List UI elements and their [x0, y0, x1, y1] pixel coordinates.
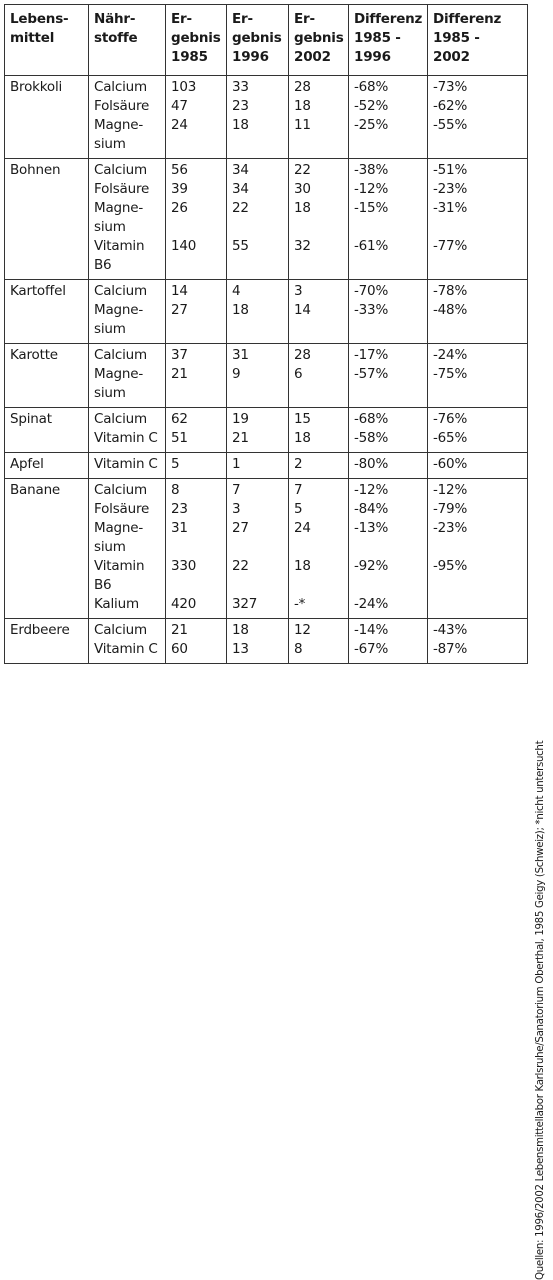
value-line: 22 — [232, 558, 249, 574]
value-line: 14 — [294, 302, 311, 318]
header-line: gebnis — [171, 30, 221, 46]
value-line: 103 — [171, 79, 197, 95]
value-1985-cell — [166, 619, 227, 664]
value-line: -70% — [354, 283, 389, 299]
value-line: -61% — [354, 238, 389, 254]
value-line: 3 — [232, 501, 241, 517]
value-line: 1 — [232, 456, 241, 472]
diff-1985-1996-cell — [349, 159, 428, 280]
value-line: 31 — [171, 520, 188, 536]
value-line: -12% — [433, 482, 468, 498]
value-line: 18 — [294, 200, 311, 216]
nutrient-line: Folsäure — [94, 98, 150, 114]
value-line: 21 — [171, 366, 188, 382]
header-result-1985 — [166, 5, 227, 76]
spacer — [232, 538, 284, 557]
value-line: 8 — [171, 482, 180, 498]
food-name: Apfel — [10, 456, 44, 472]
value-line: -14% — [354, 622, 389, 638]
diff-1985-1996-cell — [349, 479, 428, 619]
nutrient-line: Vitamin C — [94, 430, 158, 446]
nutrients-cell — [89, 76, 166, 159]
nutrient-line: Magne- — [94, 117, 144, 133]
nutrient-line: B6 — [94, 257, 112, 273]
value-line: -12% — [354, 181, 389, 197]
food-name: Spinat — [10, 411, 52, 427]
value-line: 18 — [294, 558, 311, 574]
diff-1985-1996-cell — [349, 344, 428, 408]
spacer — [171, 218, 222, 237]
nutrients-cell — [89, 159, 166, 280]
value-line: 27 — [171, 302, 188, 318]
spacer — [232, 576, 284, 595]
table-row — [5, 453, 528, 479]
header-line: 1985 - — [354, 30, 401, 46]
value-2002-cell — [289, 76, 349, 159]
value-2002-cell — [289, 280, 349, 344]
value-2002-cell — [289, 408, 349, 453]
value-line: -60% — [433, 456, 468, 472]
value-line: 11 — [294, 117, 311, 133]
diff-1985-1996-cell — [349, 408, 428, 453]
header-diff-1985-1996 — [349, 5, 428, 76]
value-line: -33% — [354, 302, 389, 318]
food-name: Karotte — [10, 347, 58, 363]
header-line: gebnis — [232, 30, 282, 46]
value-line: 18 — [294, 430, 311, 446]
spacer — [171, 538, 222, 557]
nutrient-line: sium — [94, 539, 126, 555]
spacer — [354, 218, 423, 237]
value-line: 21 — [171, 622, 188, 638]
value-line: -68% — [354, 79, 389, 95]
value-line: 51 — [171, 430, 188, 446]
nutrient-line: Folsäure — [94, 501, 150, 517]
food-name: Brokkoli — [10, 79, 63, 95]
nutrient-line: Magne- — [94, 302, 144, 318]
food-cell — [5, 76, 89, 159]
table-row — [5, 408, 528, 453]
diff-1985-2002-cell — [428, 453, 528, 479]
nutrient-line: Calcium — [94, 283, 147, 299]
value-line: 60 — [171, 641, 188, 657]
value-line: 28 — [294, 347, 311, 363]
diff-1985-2002-cell — [428, 344, 528, 408]
nutrient-line: Calcium — [94, 622, 147, 638]
header-result-1996 — [227, 5, 289, 76]
value-line: -12% — [354, 482, 389, 498]
source-note: Quellen: 1996/2002 Lebensmittellabor Karlsruhe/Sanatorium Oberthal, 1985 Geigy (Schweiz); *nicht untersucht — [535, 740, 546, 1280]
diff-1985-1996-cell — [349, 76, 428, 159]
value-line: 7 — [232, 482, 241, 498]
nutrient-line: Vitamin C — [94, 456, 158, 472]
value-line: -52% — [354, 98, 389, 114]
value-line: 330 — [171, 558, 197, 574]
header-line: Differenz — [433, 11, 502, 27]
diff-1985-1996-cell — [349, 619, 428, 664]
value-line: 3 — [294, 283, 303, 299]
value-line: 55 — [232, 238, 249, 254]
value-1996-cell — [227, 76, 289, 159]
header-line: Er- — [232, 11, 253, 27]
nutrient-line: sium — [94, 385, 126, 401]
value-1985-cell — [166, 159, 227, 280]
value-2002-cell — [289, 453, 349, 479]
value-line: 23 — [232, 98, 249, 114]
value-1985-cell — [166, 453, 227, 479]
value-line: -31% — [433, 200, 468, 216]
header-line: Differenz — [354, 11, 423, 27]
value-line: 21 — [232, 430, 249, 446]
table-row — [5, 344, 528, 408]
table-row — [5, 479, 528, 619]
nutrient-comparison-table — [4, 4, 528, 664]
nutrient-line: Calcium — [94, 347, 147, 363]
value-line: -13% — [354, 520, 389, 536]
table-row — [5, 280, 528, 344]
nutrients-cell — [89, 344, 166, 408]
value-line: 7 — [294, 482, 303, 498]
header-result-2002 — [289, 5, 349, 76]
value-line: -17% — [354, 347, 389, 363]
header-line: mittel — [10, 30, 55, 46]
value-line: 34 — [232, 162, 249, 178]
nutrient-table-container — [4, 4, 527, 664]
value-line: 6 — [294, 366, 303, 382]
header-line: 2002 — [294, 49, 331, 65]
value-1985-cell — [166, 344, 227, 408]
diff-1985-2002-cell — [428, 280, 528, 344]
value-line: 18 — [232, 302, 249, 318]
nutrients-cell — [89, 408, 166, 453]
value-line: -51% — [433, 162, 468, 178]
value-line: -24% — [354, 596, 389, 612]
value-1996-cell — [227, 159, 289, 280]
value-line: -23% — [433, 181, 468, 197]
value-line: 420 — [171, 596, 197, 612]
value-line: 4 — [232, 283, 241, 299]
nutrient-line: Calcium — [94, 411, 147, 427]
value-line: -68% — [354, 411, 389, 427]
table-body — [5, 76, 528, 664]
value-2002-cell — [289, 619, 349, 664]
value-line: 15 — [294, 411, 311, 427]
nutrients-cell — [89, 619, 166, 664]
nutrient-line: sium — [94, 321, 126, 337]
diff-1985-1996-cell — [349, 280, 428, 344]
diff-1985-1996-cell — [349, 453, 428, 479]
value-line: -79% — [433, 501, 468, 517]
header-row — [5, 5, 528, 76]
nutrient-line: Vitamin — [94, 238, 145, 254]
value-line: 24 — [294, 520, 311, 536]
spacer — [354, 576, 423, 595]
header-line: 2002 — [433, 49, 470, 65]
value-line: -87% — [433, 641, 468, 657]
table-row — [5, 76, 528, 159]
value-line: -75% — [433, 366, 468, 382]
value-line: 30 — [294, 181, 311, 197]
spacer — [294, 538, 344, 557]
nutrient-line: Folsäure — [94, 181, 150, 197]
nutrient-line: Calcium — [94, 162, 147, 178]
header-line: gebnis — [294, 30, 344, 46]
value-line: 9 — [232, 366, 241, 382]
spacer — [171, 576, 222, 595]
value-line: 24 — [171, 117, 188, 133]
value-line: -62% — [433, 98, 468, 114]
nutrient-line: sium — [94, 219, 126, 235]
value-line: -95% — [433, 558, 468, 574]
value-1985-cell — [166, 479, 227, 619]
value-line: -58% — [354, 430, 389, 446]
value-line: 28 — [294, 79, 311, 95]
value-line: 26 — [171, 200, 188, 216]
header-line: Er- — [171, 11, 192, 27]
value-line: 32 — [294, 238, 311, 254]
food-cell — [5, 619, 89, 664]
header-line: 1985 - — [433, 30, 480, 46]
value-line: 140 — [171, 238, 197, 254]
value-line: -67% — [354, 641, 389, 657]
value-1985-cell — [166, 408, 227, 453]
diff-1985-2002-cell — [428, 479, 528, 619]
value-line: 18 — [294, 98, 311, 114]
header-food — [5, 5, 89, 76]
food-name: Bohnen — [10, 162, 61, 178]
spacer — [354, 538, 423, 557]
value-line: 62 — [171, 411, 188, 427]
value-line: -57% — [354, 366, 389, 382]
value-line: 39 — [171, 181, 188, 197]
value-line: 5 — [294, 501, 303, 517]
food-cell — [5, 453, 89, 479]
nutrient-line: Magne- — [94, 520, 144, 536]
value-2002-cell — [289, 159, 349, 280]
value-line: 47 — [171, 98, 188, 114]
nutrient-line: Vitamin — [94, 558, 145, 574]
value-line: 56 — [171, 162, 188, 178]
value-line: -76% — [433, 411, 468, 427]
value-line: 19 — [232, 411, 249, 427]
food-name: Kartoffel — [10, 283, 66, 299]
value-1996-cell — [227, 344, 289, 408]
header-line: Er- — [294, 11, 315, 27]
nutrient-line: Calcium — [94, 79, 147, 95]
value-line: -24% — [433, 347, 468, 363]
header-line: 1996 — [354, 49, 391, 65]
value-line: 8 — [294, 641, 303, 657]
nutrient-line: Calcium — [94, 482, 147, 498]
value-line: 22 — [232, 200, 249, 216]
value-line: -25% — [354, 117, 389, 133]
header-line: stoffe — [94, 30, 138, 46]
value-line: 22 — [294, 162, 311, 178]
nutrient-line: sium — [94, 136, 126, 152]
value-line: -78% — [433, 283, 468, 299]
food-cell — [5, 280, 89, 344]
nutrient-line: Vitamin C — [94, 641, 158, 657]
spacer — [433, 538, 523, 557]
value-line: 18 — [232, 117, 249, 133]
food-cell — [5, 408, 89, 453]
value-line: 2 — [294, 456, 303, 472]
nutrients-cell — [89, 453, 166, 479]
food-cell — [5, 344, 89, 408]
header-diff-1985-2002 — [428, 5, 528, 76]
value-line: -65% — [433, 430, 468, 446]
table-row — [5, 159, 528, 280]
nutrient-line: Magne- — [94, 366, 144, 382]
spacer — [294, 576, 344, 595]
value-1996-cell — [227, 453, 289, 479]
diff-1985-2002-cell — [428, 159, 528, 280]
value-line: 14 — [171, 283, 188, 299]
value-1985-cell — [166, 76, 227, 159]
food-cell — [5, 159, 89, 280]
food-name: Banane — [10, 482, 61, 498]
value-1985-cell — [166, 280, 227, 344]
value-line: 34 — [232, 181, 249, 197]
food-cell — [5, 479, 89, 619]
source-note-container — [533, 4, 549, 1280]
value-line: -55% — [433, 117, 468, 133]
nutrient-line: B6 — [94, 577, 112, 593]
value-line: 23 — [171, 501, 188, 517]
value-line: -15% — [354, 200, 389, 216]
value-1996-cell — [227, 280, 289, 344]
nutrient-line: Magne- — [94, 200, 144, 216]
value-line: -80% — [354, 456, 389, 472]
value-line: -92% — [354, 558, 389, 574]
value-line: -77% — [433, 238, 468, 254]
diff-1985-2002-cell — [428, 408, 528, 453]
header-line: 1996 — [232, 49, 269, 65]
diff-1985-2002-cell — [428, 619, 528, 664]
nutrients-cell — [89, 280, 166, 344]
value-1996-cell — [227, 479, 289, 619]
spacer — [232, 218, 284, 237]
nutrient-line: Kalium — [94, 596, 139, 612]
header-line: Lebens- — [10, 11, 69, 27]
value-line: 327 — [232, 596, 258, 612]
value-line: -43% — [433, 622, 468, 638]
value-line: -73% — [433, 79, 468, 95]
value-line: 18 — [232, 622, 249, 638]
value-line: -23% — [433, 520, 468, 536]
value-line: 13 — [232, 641, 249, 657]
value-2002-cell — [289, 479, 349, 619]
nutrients-cell — [89, 479, 166, 619]
value-line: -38% — [354, 162, 389, 178]
header-line: Nähr- — [94, 11, 136, 27]
value-line: 31 — [232, 347, 249, 363]
spacer — [294, 218, 344, 237]
table-row — [5, 619, 528, 664]
value-1996-cell — [227, 619, 289, 664]
value-line: 37 — [171, 347, 188, 363]
header-line: 1985 — [171, 49, 208, 65]
value-line: -48% — [433, 302, 468, 318]
header-nutrients — [89, 5, 166, 76]
value-line: 5 — [171, 456, 180, 472]
value-line: 12 — [294, 622, 311, 638]
food-name: Erdbeere — [10, 622, 70, 638]
value-line: 33 — [232, 79, 249, 95]
value-line: -84% — [354, 501, 389, 517]
value-2002-cell — [289, 344, 349, 408]
value-line: -* — [294, 596, 306, 612]
diff-1985-2002-cell — [428, 76, 528, 159]
value-line: 27 — [232, 520, 249, 536]
spacer — [433, 218, 523, 237]
value-1996-cell — [227, 408, 289, 453]
